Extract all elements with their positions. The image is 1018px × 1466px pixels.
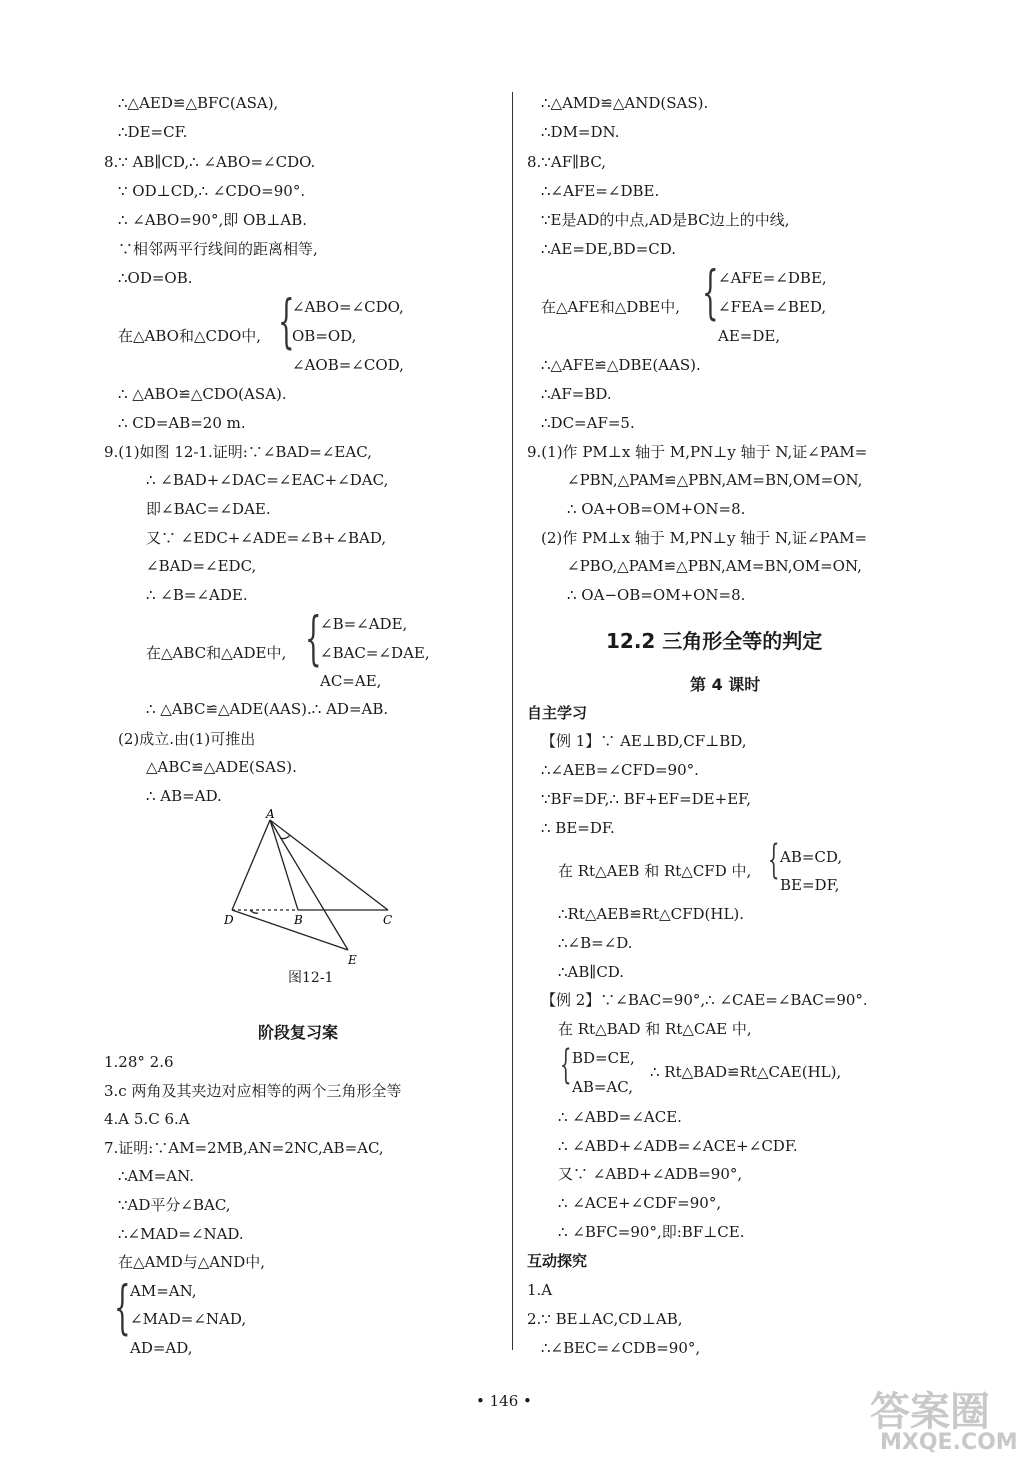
text-line: ∴∠AEB=∠CFD=90°. xyxy=(541,761,699,779)
text-line: AB=AC, xyxy=(572,1078,633,1096)
text-line: ∴ BE=DF. xyxy=(541,819,615,837)
text-line: AB=CD, xyxy=(780,848,843,866)
text-line: ∵相邻两平行线间的距离相等, xyxy=(118,240,318,258)
label-E: E xyxy=(348,953,357,967)
column-divider xyxy=(512,92,513,1350)
text-line: ∠BAC=∠DAE, xyxy=(320,644,430,662)
lesson-title: 第 4 课时 xyxy=(690,675,761,694)
text-line: ∴DC=AF=5. xyxy=(541,414,635,432)
label-D: D xyxy=(224,913,234,927)
label-A: A xyxy=(266,807,275,821)
label-C: C xyxy=(383,913,393,927)
brace: { xyxy=(560,1042,572,1088)
text-line: ∴ OA−OB=OM+ON=8. xyxy=(567,586,746,604)
text-line: 【例 1】∵ AE⊥BD,CF⊥BD, xyxy=(541,732,747,750)
text-line: ∵E是AD的中点,AD是BC边上的中线, xyxy=(541,211,790,229)
text-line: 4.A 5.C 6.A xyxy=(104,1110,190,1128)
text-line: ∴ △ABO≌△CDO(ASA). xyxy=(118,385,287,403)
text-line: 又∵ ∠ABD+∠ADB=90°, xyxy=(558,1165,743,1183)
text-line: 7.证明:∵AM=2MB,AN=2NC,AB=AC, xyxy=(104,1139,384,1157)
chapter-title: 12.2 三角形全等的判定 xyxy=(606,629,823,653)
section-title: 阶段复习案 xyxy=(258,1023,339,1042)
text-line: ∴ OA+OB=OM+ON=8. xyxy=(567,500,746,518)
text-line: ∴AF=BD. xyxy=(541,385,612,403)
segment-AD xyxy=(232,820,270,910)
watermark-logo: 答案圈 xyxy=(870,1389,990,1435)
text-line: AC=AE, xyxy=(320,672,382,690)
text-line: ∠MAD=∠NAD, xyxy=(130,1310,247,1328)
text-line: ∴ ∠ACE+∠CDF=90°, xyxy=(558,1194,722,1212)
text-line: 在△ABO和△CDO中, xyxy=(118,327,262,345)
text-line: ∴∠AFE=∠DBE. xyxy=(541,182,660,200)
text-line: 9.(1)作 PM⊥x 轴于 M,PN⊥y 轴于 N,证∠PAM= xyxy=(527,443,868,461)
text-line: ∴∠MAD=∠NAD. xyxy=(118,1225,244,1243)
text-line: ∴∠B=∠D. xyxy=(558,934,633,952)
watermark-url: MXQE.COM xyxy=(880,1430,1018,1455)
text-line: OB=OD, xyxy=(292,327,357,345)
figure-caption: 图12-1 xyxy=(288,970,334,986)
text-line: ∴ ∠B=∠ADE. xyxy=(146,586,248,604)
section-heading: 自主学习 xyxy=(527,704,588,722)
text-line: ∠AFE=∠DBE, xyxy=(718,269,827,287)
text-line: ∴ Rt△BAD≌Rt△CAE(HL), xyxy=(650,1063,842,1081)
text-line: 3.c 两角及其夹边对应相等的两个三角形全等 xyxy=(104,1082,402,1100)
brace: { xyxy=(305,604,322,672)
segment-DE xyxy=(232,910,348,950)
text-line: ∠PBO,△PAM≌△PBN,AM=BN,OM=ON, xyxy=(567,557,862,575)
text-line: (2)成立.由(1)可推出 xyxy=(118,730,256,748)
text-line: BD=CE, xyxy=(572,1049,635,1067)
text-line: BE=DF, xyxy=(780,876,840,894)
text-line: ∴ ∠ABO=90°,即 OB⊥AB. xyxy=(118,211,308,229)
text-line: ∠B=∠ADE, xyxy=(320,615,408,633)
text-line: ∴△AED≌△BFC(ASA), xyxy=(118,94,279,112)
page-number: • 146 • xyxy=(476,1392,532,1410)
text-line: 在 Rt△BAD 和 Rt△CAE 中, xyxy=(558,1020,752,1038)
text-line: 1.A xyxy=(527,1281,553,1299)
text-line: ∴Rt△AEB≌Rt△CFD(HL). xyxy=(558,905,745,923)
text-line: ∴AE=DE,BD=CD. xyxy=(541,240,676,258)
text-line: (2)作 PM⊥x 轴于 M,PN⊥y 轴于 N,证∠PAM= xyxy=(541,529,868,547)
text-line: 【例 2】∵∠BAC=90°,∴ ∠CAE=∠BAC=90°. xyxy=(541,991,868,1009)
text-line: △ABC≌△ADE(SAS). xyxy=(146,758,297,776)
text-line: 1.28° 2.6 xyxy=(104,1053,174,1071)
text-line: 在 Rt△AEB 和 Rt△CFD 中, xyxy=(558,862,752,880)
text-line: ∴ ∠BFC=90°,即:BF⊥CE. xyxy=(558,1223,745,1241)
text-line: 8.∵AF∥BC, xyxy=(527,153,607,171)
text-line: ∴ ∠ABD=∠ACE. xyxy=(558,1108,682,1126)
segment-AE xyxy=(270,820,348,950)
text-line: 9.(1)如图 12-1.证明:∵∠BAD=∠EAC, xyxy=(104,443,372,461)
text-line: ∵ OD⊥CD,∴ ∠CDO=90°. xyxy=(118,182,306,200)
text-line: AE=DE, xyxy=(718,327,781,345)
text-line: ∴ △ABC≌△ADE(AAS).∴ AD=AB. xyxy=(146,700,389,718)
text-line: ∴ ∠BAD+∠DAC=∠EAC+∠DAC, xyxy=(146,471,389,489)
text-line: 在△AMD与△AND中, xyxy=(118,1253,266,1271)
text-line: AD=AD, xyxy=(130,1339,193,1357)
text-line: ∴AM=AN. xyxy=(118,1167,195,1185)
text-line: ∴OD=OB. xyxy=(118,269,193,287)
section-heading: 互动探究 xyxy=(527,1252,588,1270)
brace: { xyxy=(114,1273,131,1341)
text-line: ∴ ∠ABD+∠ADB=∠ACE+∠CDF. xyxy=(558,1137,798,1155)
brace: { xyxy=(278,287,295,355)
text-line: ∠FEA=∠BED, xyxy=(718,298,827,316)
label-B: B xyxy=(294,913,303,927)
text-line: ∴DM=DN. xyxy=(541,123,620,141)
text-line: ∴△AFE≌△DBE(AAS). xyxy=(541,356,701,374)
text-line: ∴△AMD≌△AND(SAS). xyxy=(541,94,709,112)
text-line: ∴AB∥CD. xyxy=(558,963,625,981)
text-line: ∵AD平分∠BAC, xyxy=(118,1196,231,1214)
text-line: ∠BAD=∠EDC, xyxy=(146,557,257,575)
text-line: ∴∠BEC=∠CDB=90°, xyxy=(541,1339,701,1357)
text-line: AM=AN, xyxy=(130,1282,197,1300)
segment-AC xyxy=(270,820,388,910)
brace: { xyxy=(768,837,780,883)
text-line: 8.∵ AB∥CD,∴ ∠ABO=∠CDO. xyxy=(104,153,316,171)
text-line: ∠AOB=∠COD, xyxy=(292,356,404,374)
text-line: ∠PBN,△PAM≌△PBN,AM=BN,OM=ON, xyxy=(567,471,863,489)
text-line: 即∠BAC=∠DAE. xyxy=(146,500,271,518)
text-line: 又∵ ∠EDC+∠ADE=∠B+∠BAD, xyxy=(146,529,387,547)
text-line: ∵BF=DF,∴ BF+EF=DE+EF, xyxy=(541,790,751,808)
brace: { xyxy=(702,258,719,326)
geometry-figure xyxy=(220,807,410,990)
text-line: ∠ABO=∠CDO, xyxy=(292,298,404,316)
text-line: ∴DE=CF. xyxy=(118,123,188,141)
segment-AB xyxy=(270,820,298,910)
text-line: ∴ CD=AB=20 m. xyxy=(118,414,246,432)
text-line: 2.∵ BE⊥AC,CD⊥AB, xyxy=(527,1310,683,1328)
angle-mark-A xyxy=(280,835,290,839)
text-line: ∴ AB=AD. xyxy=(146,787,222,805)
text-line: 在△AFE和△DBE中, xyxy=(541,298,681,316)
text-line: 在△ABC和△ADE中, xyxy=(146,644,287,662)
